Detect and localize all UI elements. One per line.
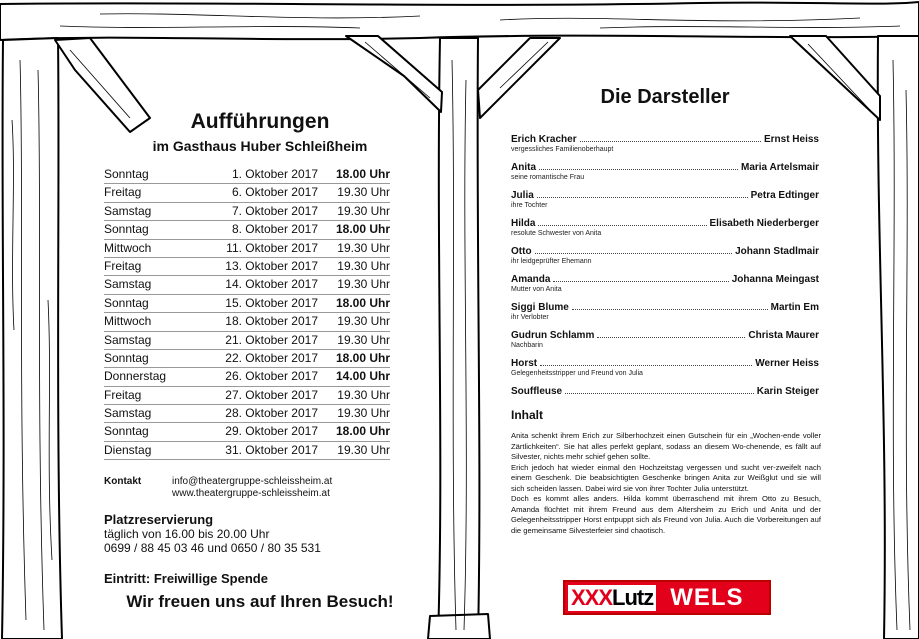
cast-actor: Johanna Meingast <box>731 274 819 285</box>
contact-email[interactable]: info@theatergruppe-schleissheim.at <box>172 476 333 487</box>
schedule-date: 21. Oktober 2017 <box>225 332 318 347</box>
schedule-row <box>104 221 390 239</box>
schedule-day: Sonntag <box>104 424 149 439</box>
dotted-leader <box>572 301 768 310</box>
cast-row <box>511 385 819 413</box>
schedule-date: 31. Oktober 2017 <box>225 442 318 457</box>
cast-description: vergessliches Familienoberhaupt <box>511 146 614 153</box>
cast-row <box>511 329 819 357</box>
dotted-leader <box>540 357 752 366</box>
reservation-block <box>104 512 404 555</box>
schedule-day: Freitag <box>104 387 142 402</box>
schedule-time: 19.30 Uhr <box>337 240 390 255</box>
schedule-date: 15. Oktober 2017 <box>225 295 318 310</box>
performance-schedule <box>104 166 390 460</box>
schedule-time: 19.30 Uhr <box>337 277 390 292</box>
schedule-row <box>104 184 390 202</box>
schedule-row <box>104 423 390 441</box>
schedule-date: 1. Oktober 2017 <box>231 167 318 181</box>
reservation-hours: täglich von 16.00 bis 20.00 Uhr <box>104 527 270 541</box>
schedule-day: Freitag <box>104 185 142 200</box>
plot-summary <box>511 431 821 536</box>
schedule-row <box>104 240 390 258</box>
schedule-date: 6. Oktober 2017 <box>231 185 318 200</box>
schedule-date: 7. Oktober 2017 <box>231 203 318 218</box>
cast-actor: Maria Artelsmair <box>741 162 819 173</box>
schedule-time: 19.30 Uhr <box>337 203 390 218</box>
cast-description: ihre Tochter <box>511 202 548 209</box>
schedule-date: 18. Oktober 2017 <box>225 314 318 329</box>
cast-description: Gelegenheitsstripper und Freund von Julia <box>511 370 643 377</box>
cast-role: Otto <box>511 246 532 257</box>
schedule-date: 26. Oktober 2017 <box>225 369 318 384</box>
dotted-leader <box>537 189 748 198</box>
plot-paragraph: Doch es kommt alles anders. Hilda kommt überraschend mit ihrem Otto zu Besuch, Amanda flüchtet mit ihrem Freund aus dem Altersheim zu Erich und Anita und der Gelegenheitsstripper Horst entpuppt sich als Freund von Julia. Auch die Vorbereitungen auf die gemeinsame Silvesterfeier sind chaotisch. <box>511 494 821 535</box>
contact-label: Kontakt <box>104 476 142 487</box>
cast-row <box>511 273 819 301</box>
cast-actor: Ernst Heiss <box>763 134 819 145</box>
schedule-time: 18.00 Uhr <box>335 424 390 439</box>
schedule-row <box>104 295 390 313</box>
plot-paragraph: Anita schenkt ihrem Erich zur Silberhochzeit einen Gutschein für ein „Wochen-ende voller Zärtlichkeiten“. Sie hat alles perfekt geplant, sodass an diesem Wo-chenende, es fällt auf Silvester, nichts mehr schief gehen sollte. <box>511 431 821 461</box>
schedule-row <box>104 405 390 423</box>
sponsor-logo-city: WELS <box>670 583 744 611</box>
schedule-date: 11. Oktober 2017 <box>226 240 318 255</box>
cast-actor: Johann Stadlmair <box>735 246 819 257</box>
schedule-day: Donnerstag <box>104 369 167 384</box>
dotted-leader <box>565 385 754 394</box>
venue-subtitle: im Gasthaus Huber Schleißheim <box>152 138 368 154</box>
cast-description: ihr Verlobter <box>511 314 549 321</box>
cast-role: Amanda <box>511 274 551 285</box>
cast-row <box>511 301 819 329</box>
schedule-date: 8. Oktober 2017 <box>231 222 318 237</box>
schedule-time: 19.30 Uhr <box>337 442 390 457</box>
plot-paragraph: Erich jedoch hat wieder einmal den Hochzeitstag vergessen und sucht ver-zweifelt nach einem Geschenk. Die beabsichtigten Geschenke bringen Anita zur Weißglut und sie will sich scheiden lassen. Dabei wird sie von ihrer Tochter Julia unterstützt. <box>511 462 821 493</box>
schedule-time: 18.00 Uhr <box>335 222 390 237</box>
entry-fee: Eintritt: Freiwillige Spende <box>104 571 268 586</box>
cast-role: Horst <box>511 358 538 369</box>
schedule-time: 19.30 Uhr <box>337 332 390 347</box>
contact-website[interactable]: www.theatergruppe-schleissheim.at <box>172 488 330 499</box>
schedule-day: Mittwoch <box>104 314 152 329</box>
schedule-day: Samstag <box>104 332 152 347</box>
schedule-time: 19.30 Uhr <box>337 406 390 421</box>
cast-row <box>511 357 819 385</box>
schedule-day: Sonntag <box>104 295 149 310</box>
cast-actor: Martin Em <box>770 302 819 313</box>
schedule-day: Sonntag <box>104 167 149 181</box>
cast-role: Julia <box>511 190 534 201</box>
schedule-row <box>104 276 390 294</box>
schedule-row <box>104 203 390 221</box>
cast-description: Mutter von Anita <box>511 286 562 293</box>
cast-row <box>511 245 819 273</box>
dotted-leader <box>580 133 761 142</box>
cast-actor: Karin Steiger <box>756 386 819 397</box>
dotted-leader <box>538 217 706 226</box>
cast-actor: Petra Edtinger <box>750 190 819 201</box>
cast-role: Souffleuse <box>511 386 563 397</box>
schedule-day: Freitag <box>104 258 142 273</box>
schedule-row <box>104 166 390 184</box>
cast-description: seine romantische Frau <box>511 174 585 181</box>
cast-description: Nachbarin <box>511 342 543 349</box>
sponsor-logo <box>563 580 771 615</box>
dotted-leader <box>553 273 728 282</box>
schedule-row <box>104 387 390 405</box>
schedule-date: 22. Oktober 2017 <box>225 350 318 365</box>
dotted-leader <box>597 329 745 338</box>
cast-row <box>511 189 819 217</box>
schedule-day: Samstag <box>104 277 152 292</box>
cast-role: Hilda <box>511 218 536 229</box>
schedule-time: 18.00 Uhr <box>335 350 390 365</box>
reservation-phones: 0699 / 88 45 03 46 und 0650 / 80 35 531 <box>104 541 321 555</box>
cast-actor: Elisabeth Niederberger <box>709 218 819 229</box>
schedule-day: Dienstag <box>104 442 152 457</box>
cast-row <box>511 161 819 189</box>
schedule-date: 28. Oktober 2017 <box>225 406 318 421</box>
plot-heading: Inhalt <box>511 408 543 422</box>
schedule-time: 19.30 Uhr <box>337 387 390 402</box>
schedule-date: 14. Oktober 2017 <box>225 277 318 292</box>
cast-role: Siggi Blume <box>511 302 569 313</box>
cast-description: ihr leidgeprüfter Ehemann <box>511 258 592 265</box>
schedule-day: Samstag <box>104 203 152 218</box>
schedule-day: Mittwoch <box>104 240 152 255</box>
schedule-row <box>104 332 390 350</box>
schedule-time: 19.30 Uhr <box>337 185 390 200</box>
sponsor-logo-mark: XXXLutz <box>568 585 656 611</box>
cast-role: Anita <box>511 162 536 173</box>
cast-role: Gudrun Schlamm <box>511 330 595 341</box>
welcome-message: Wir freuen uns auf Ihren Besuch! <box>126 592 394 611</box>
reservation-heading: Platzreservierung <box>104 512 214 527</box>
schedule-row <box>104 350 390 368</box>
cast-title: Die Darsteller <box>600 86 730 108</box>
schedule-row <box>104 258 390 276</box>
schedule-day: Sonntag <box>104 350 149 365</box>
cast-row <box>511 217 819 245</box>
schedule-time: 14.00 Uhr <box>335 369 390 384</box>
performances-title: Aufführungen <box>190 110 330 133</box>
schedule-time: 19.30 Uhr <box>337 314 390 329</box>
schedule-row <box>104 368 390 386</box>
schedule-row <box>104 442 390 460</box>
cast-description: resolute Schwester von Anita <box>511 230 602 237</box>
schedule-day: Sonntag <box>104 222 149 237</box>
schedule-date: 29. Oktober 2017 <box>225 424 318 439</box>
dotted-leader <box>539 161 738 170</box>
schedule-time: 19.30 Uhr <box>337 258 390 273</box>
cast-role: Erich Kracher <box>511 134 577 145</box>
schedule-time: 18.00 Uhr <box>335 295 390 310</box>
dotted-leader <box>535 245 733 254</box>
cast-actor: Werner Heiss <box>755 358 819 369</box>
schedule-date: 13. Oktober 2017 <box>225 258 318 273</box>
schedule-row <box>104 313 390 331</box>
cast-actor: Christa Maurer <box>748 330 819 341</box>
cast-list <box>511 133 819 413</box>
schedule-time: 18.00 Uhr <box>335 167 390 181</box>
cast-row <box>511 133 819 161</box>
schedule-day: Samstag <box>104 406 152 421</box>
schedule-date: 27. Oktober 2017 <box>225 387 318 402</box>
